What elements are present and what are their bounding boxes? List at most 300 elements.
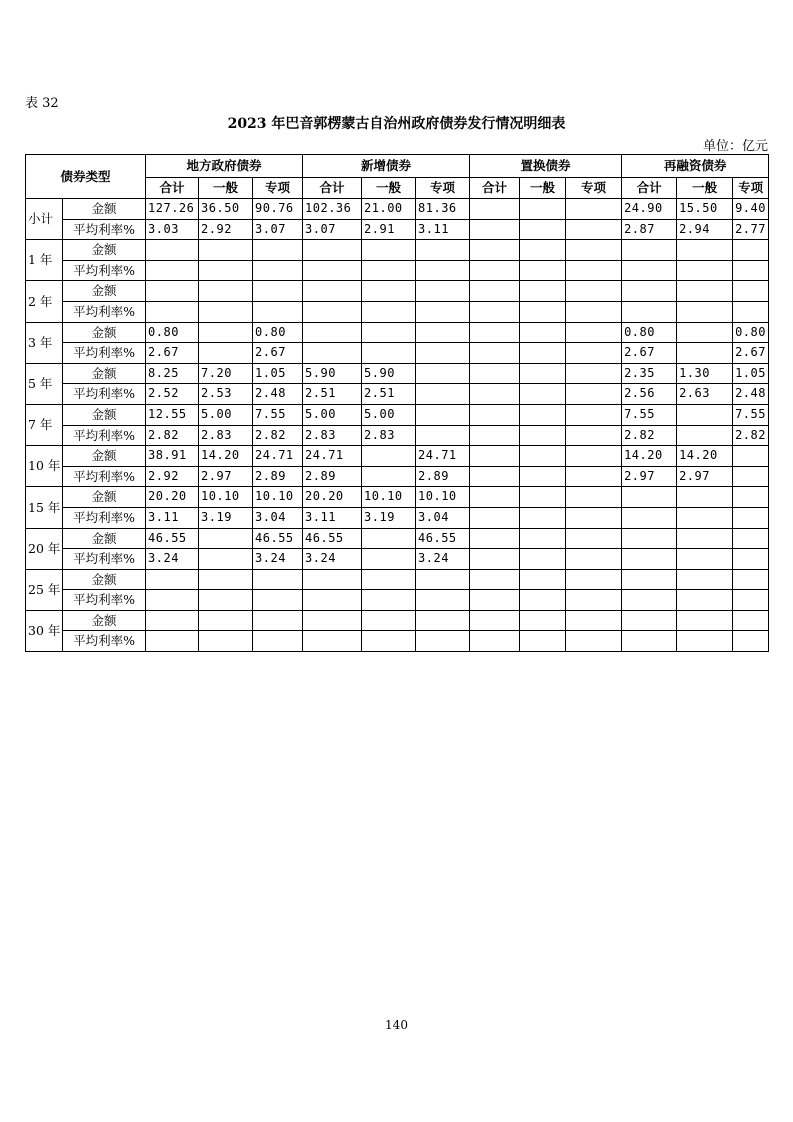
- amount-label: 金额: [63, 281, 146, 302]
- rate-cell: [416, 384, 470, 405]
- rate-cell: [733, 507, 769, 528]
- rate-cell: [520, 219, 566, 240]
- amount-label: 金额: [63, 569, 146, 590]
- rate-cell: 2.82: [733, 425, 769, 446]
- amount-cell: 2.35: [622, 363, 677, 384]
- rate-label: 平均利率%: [63, 549, 146, 570]
- table-row: [26, 446, 769, 467]
- rate-cell: [362, 631, 416, 652]
- rate-cell: 2.92: [146, 466, 199, 487]
- sub-header: 一般: [677, 178, 733, 199]
- rate-cell: [677, 260, 733, 281]
- sub-header: 合计: [303, 178, 362, 199]
- rate-cell: [470, 343, 520, 364]
- period-label: 5 年: [26, 363, 63, 404]
- amount-cell: [362, 281, 416, 302]
- page-number: 140: [385, 1018, 408, 1032]
- amount-cell: 46.55: [253, 528, 303, 549]
- amount-cell: [199, 322, 253, 343]
- rate-cell: [416, 343, 470, 364]
- amount-cell: 0.80: [253, 322, 303, 343]
- amount-cell: [416, 240, 470, 261]
- amount-cell: [733, 281, 769, 302]
- amount-cell: [253, 240, 303, 261]
- rate-cell: [253, 590, 303, 611]
- amount-cell: [303, 610, 362, 631]
- rate-cell: [199, 590, 253, 611]
- rate-cell: [520, 425, 566, 446]
- amount-cell: [362, 569, 416, 590]
- rate-label: 平均利率%: [63, 631, 146, 652]
- amount-cell: [566, 240, 622, 261]
- rate-cell: [677, 507, 733, 528]
- amount-cell: [677, 404, 733, 425]
- rate-cell: 3.19: [362, 507, 416, 528]
- amount-cell: [199, 569, 253, 590]
- amount-cell: [677, 610, 733, 631]
- period-label: 25 年: [26, 569, 63, 610]
- sub-header: 一般: [199, 178, 253, 199]
- amount-cell: [520, 281, 566, 302]
- rate-cell: [677, 343, 733, 364]
- rate-cell: [733, 466, 769, 487]
- rate-cell: 2.51: [362, 384, 416, 405]
- sub-header: 专项: [416, 178, 470, 199]
- amount-cell: [470, 281, 520, 302]
- rate-cell: 3.24: [416, 549, 470, 570]
- amount-cell: [199, 240, 253, 261]
- amount-cell: [199, 610, 253, 631]
- amount-cell: [303, 569, 362, 590]
- amount-cell: [566, 446, 622, 467]
- amount-cell: [470, 322, 520, 343]
- table-row: [26, 549, 769, 570]
- rate-cell: [566, 466, 622, 487]
- amount-cell: 20.20: [303, 487, 362, 508]
- rate-cell: [470, 466, 520, 487]
- rate-cell: [362, 343, 416, 364]
- rate-cell: [677, 425, 733, 446]
- rate-cell: [520, 260, 566, 281]
- amount-cell: [303, 281, 362, 302]
- rate-cell: [416, 301, 470, 322]
- amount-cell: 7.55: [253, 404, 303, 425]
- rate-cell: [470, 590, 520, 611]
- amount-cell: 102.36: [303, 199, 362, 220]
- amount-cell: [470, 446, 520, 467]
- table-row: [26, 404, 769, 425]
- amount-cell: [470, 199, 520, 220]
- table-row: [26, 569, 769, 590]
- rate-cell: [416, 590, 470, 611]
- rate-cell: 3.24: [303, 549, 362, 570]
- amount-cell: 38.91: [146, 446, 199, 467]
- rate-cell: 2.97: [199, 466, 253, 487]
- rate-cell: [303, 343, 362, 364]
- rate-cell: [566, 260, 622, 281]
- rate-cell: [566, 219, 622, 240]
- amount-cell: 7.20: [199, 363, 253, 384]
- rate-cell: [253, 631, 303, 652]
- amount-cell: [362, 240, 416, 261]
- table-row: [26, 301, 769, 322]
- rate-cell: [416, 260, 470, 281]
- amount-cell: [677, 528, 733, 549]
- amount-cell: [622, 610, 677, 631]
- rate-cell: [566, 590, 622, 611]
- amount-cell: [733, 487, 769, 508]
- table-row: [26, 590, 769, 611]
- amount-label: 金额: [63, 528, 146, 549]
- header-row-groups: [26, 155, 769, 178]
- amount-cell: [566, 281, 622, 302]
- rate-cell: [566, 425, 622, 446]
- group-header: 地方政府债券: [146, 155, 303, 178]
- table-number: 表 32: [25, 96, 59, 111]
- rate-cell: [677, 301, 733, 322]
- rate-cell: 2.48: [253, 384, 303, 405]
- amount-cell: 14.20: [199, 446, 253, 467]
- amount-label: 金额: [63, 199, 146, 220]
- amount-cell: [253, 281, 303, 302]
- amount-cell: [677, 281, 733, 302]
- amount-cell: 24.90: [622, 199, 677, 220]
- amount-cell: [733, 528, 769, 549]
- amount-cell: [677, 240, 733, 261]
- rate-cell: 2.53: [199, 384, 253, 405]
- rate-cell: 2.89: [253, 466, 303, 487]
- rate-label: 平均利率%: [63, 343, 146, 364]
- amount-cell: [416, 569, 470, 590]
- amount-cell: 9.40: [733, 199, 769, 220]
- rate-cell: [520, 590, 566, 611]
- amount-cell: [416, 363, 470, 384]
- rate-cell: 3.11: [416, 219, 470, 240]
- rate-cell: 2.97: [622, 466, 677, 487]
- rate-cell: [146, 260, 199, 281]
- amount-cell: 12.55: [146, 404, 199, 425]
- rate-cell: [253, 260, 303, 281]
- rate-cell: [566, 507, 622, 528]
- amount-cell: 24.71: [253, 446, 303, 467]
- rate-cell: [733, 549, 769, 570]
- amount-cell: [566, 569, 622, 590]
- table-row: [26, 322, 769, 343]
- rate-cell: 2.82: [146, 425, 199, 446]
- rate-cell: [566, 631, 622, 652]
- rate-cell: [566, 549, 622, 570]
- rate-label: 平均利率%: [63, 507, 146, 528]
- rate-cell: [677, 631, 733, 652]
- amount-cell: 10.10: [362, 487, 416, 508]
- amount-cell: 15.50: [677, 199, 733, 220]
- rate-cell: [303, 590, 362, 611]
- table-row: [26, 466, 769, 487]
- amount-cell: [520, 404, 566, 425]
- rate-cell: 2.94: [677, 219, 733, 240]
- amount-label: 金额: [63, 487, 146, 508]
- rate-cell: [470, 425, 520, 446]
- group-header: 再融资债券: [622, 155, 769, 178]
- rate-cell: 2.51: [303, 384, 362, 405]
- table-row: [26, 260, 769, 281]
- amount-cell: [622, 281, 677, 302]
- rate-cell: [622, 631, 677, 652]
- rate-cell: [199, 549, 253, 570]
- rate-cell: [622, 260, 677, 281]
- rate-cell: [733, 590, 769, 611]
- amount-cell: 14.20: [677, 446, 733, 467]
- amount-cell: 90.76: [253, 199, 303, 220]
- amount-cell: 7.55: [622, 404, 677, 425]
- amount-cell: [146, 610, 199, 631]
- sub-header: 合计: [622, 178, 677, 199]
- amount-cell: [416, 322, 470, 343]
- amount-label: 金额: [63, 322, 146, 343]
- rate-cell: 3.24: [253, 549, 303, 570]
- rate-cell: 2.89: [416, 466, 470, 487]
- rate-cell: 3.03: [146, 219, 199, 240]
- rate-cell: 2.56: [622, 384, 677, 405]
- rate-cell: [566, 301, 622, 322]
- rate-cell: 2.67: [253, 343, 303, 364]
- rate-cell: [362, 301, 416, 322]
- page-title: 2023 年巴音郭楞蒙古自治州政府债券发行情况明细表: [227, 116, 566, 132]
- amount-cell: [303, 322, 362, 343]
- rate-cell: [677, 590, 733, 611]
- period-label: 3 年: [26, 322, 63, 363]
- rate-cell: [733, 631, 769, 652]
- table-row: [26, 281, 769, 302]
- sub-header: 专项: [253, 178, 303, 199]
- period-label: 20 年: [26, 528, 63, 569]
- rate-cell: 2.63: [677, 384, 733, 405]
- rate-cell: [566, 343, 622, 364]
- amount-cell: [566, 199, 622, 220]
- rate-label: 平均利率%: [63, 590, 146, 611]
- amount-label: 金额: [63, 404, 146, 425]
- amount-cell: [416, 404, 470, 425]
- amount-label: 金额: [63, 610, 146, 631]
- rate-cell: 3.11: [303, 507, 362, 528]
- period-label: 10 年: [26, 446, 63, 487]
- amount-cell: 127.26: [146, 199, 199, 220]
- table-row: [26, 343, 769, 364]
- amount-cell: 21.00: [362, 199, 416, 220]
- rate-cell: [253, 301, 303, 322]
- rate-cell: [362, 590, 416, 611]
- rate-cell: [520, 631, 566, 652]
- table-row: [26, 240, 769, 261]
- amount-cell: [520, 240, 566, 261]
- amount-cell: 36.50: [199, 199, 253, 220]
- rate-cell: [622, 549, 677, 570]
- amount-cell: [253, 569, 303, 590]
- amount-cell: [566, 322, 622, 343]
- amount-cell: [520, 446, 566, 467]
- amount-cell: 10.10: [253, 487, 303, 508]
- sub-header: 一般: [362, 178, 416, 199]
- amount-cell: [199, 281, 253, 302]
- amount-cell: [362, 446, 416, 467]
- amount-cell: 0.80: [733, 322, 769, 343]
- rate-cell: [362, 260, 416, 281]
- amount-cell: 5.90: [303, 363, 362, 384]
- amount-cell: [677, 569, 733, 590]
- rate-cell: [199, 631, 253, 652]
- amount-cell: [520, 569, 566, 590]
- rate-cell: 3.07: [253, 219, 303, 240]
- rate-cell: 2.82: [622, 425, 677, 446]
- amount-cell: [362, 610, 416, 631]
- period-label: 30 年: [26, 610, 63, 651]
- amount-cell: [362, 528, 416, 549]
- amount-cell: [520, 363, 566, 384]
- rate-cell: 2.89: [303, 466, 362, 487]
- rate-cell: [677, 549, 733, 570]
- rate-cell: [566, 384, 622, 405]
- rate-cell: [520, 507, 566, 528]
- rate-cell: 2.92: [199, 219, 253, 240]
- table-row: [26, 487, 769, 508]
- rate-cell: [470, 260, 520, 281]
- sub-header: 合计: [470, 178, 520, 199]
- rate-cell: [199, 260, 253, 281]
- rate-cell: [520, 301, 566, 322]
- rate-cell: [416, 631, 470, 652]
- amount-cell: [146, 569, 199, 590]
- rate-cell: [520, 466, 566, 487]
- amount-cell: [416, 610, 470, 631]
- table-body: [26, 199, 769, 652]
- amount-cell: [520, 322, 566, 343]
- amount-cell: 10.10: [416, 487, 470, 508]
- rate-cell: 2.83: [199, 425, 253, 446]
- amount-cell: [470, 363, 520, 384]
- rate-cell: 3.07: [303, 219, 362, 240]
- rate-cell: 3.19: [199, 507, 253, 528]
- amount-cell: [470, 569, 520, 590]
- rate-cell: [520, 384, 566, 405]
- amount-cell: 1.05: [733, 363, 769, 384]
- amount-cell: [622, 528, 677, 549]
- amount-cell: 10.10: [199, 487, 253, 508]
- rate-cell: 3.04: [253, 507, 303, 528]
- rate-label: 平均利率%: [63, 425, 146, 446]
- amount-cell: [146, 281, 199, 302]
- amount-cell: [566, 528, 622, 549]
- amount-cell: 0.80: [146, 322, 199, 343]
- rate-cell: [199, 301, 253, 322]
- rate-cell: [520, 549, 566, 570]
- table-row: [26, 199, 769, 220]
- amount-cell: [520, 199, 566, 220]
- amount-cell: 1.30: [677, 363, 733, 384]
- amount-cell: 8.25: [146, 363, 199, 384]
- rate-label: 平均利率%: [63, 384, 146, 405]
- amount-label: 金额: [63, 240, 146, 261]
- amount-cell: [520, 528, 566, 549]
- rate-cell: [146, 631, 199, 652]
- rate-cell: 2.67: [733, 343, 769, 364]
- rate-cell: [470, 549, 520, 570]
- rate-cell: [199, 343, 253, 364]
- amount-cell: [566, 610, 622, 631]
- rate-cell: [733, 301, 769, 322]
- period-label: 小计: [26, 199, 63, 240]
- amount-cell: 5.00: [199, 404, 253, 425]
- amount-cell: [470, 610, 520, 631]
- amount-cell: 5.00: [303, 404, 362, 425]
- amount-label: 金额: [63, 363, 146, 384]
- rate-cell: 2.48: [733, 384, 769, 405]
- rate-cell: [470, 631, 520, 652]
- bond-issuance-table: [25, 154, 769, 652]
- table-row: [26, 528, 769, 549]
- rate-cell: 2.83: [362, 425, 416, 446]
- amount-cell: [733, 569, 769, 590]
- rate-cell: [733, 260, 769, 281]
- rate-cell: [622, 301, 677, 322]
- rate-cell: 3.11: [146, 507, 199, 528]
- amount-cell: [733, 446, 769, 467]
- group-header: 新增债券: [303, 155, 470, 178]
- amount-cell: 7.55: [733, 404, 769, 425]
- table-row: [26, 610, 769, 631]
- amount-cell: [253, 610, 303, 631]
- rate-cell: [520, 343, 566, 364]
- corner-header: 债券类型: [26, 155, 146, 199]
- amount-cell: [733, 240, 769, 261]
- sub-header: 一般: [520, 178, 566, 199]
- amount-cell: [520, 610, 566, 631]
- amount-cell: [677, 322, 733, 343]
- rate-cell: 2.52: [146, 384, 199, 405]
- rate-cell: 2.97: [677, 466, 733, 487]
- group-header: 置换债券: [470, 155, 622, 178]
- unit-label: 单位：亿元: [702, 139, 768, 154]
- rate-cell: 3.04: [416, 507, 470, 528]
- rate-cell: [146, 301, 199, 322]
- rate-cell: 2.83: [303, 425, 362, 446]
- sub-header: 专项: [566, 178, 622, 199]
- amount-cell: [622, 240, 677, 261]
- amount-cell: 24.71: [416, 446, 470, 467]
- table-row: [26, 363, 769, 384]
- rate-cell: [146, 590, 199, 611]
- table-row: [26, 631, 769, 652]
- amount-cell: [566, 487, 622, 508]
- amount-cell: [566, 363, 622, 384]
- rate-cell: [470, 507, 520, 528]
- amount-cell: 1.05: [253, 363, 303, 384]
- rate-cell: [416, 425, 470, 446]
- period-label: 2 年: [26, 281, 63, 322]
- rate-cell: 2.67: [622, 343, 677, 364]
- amount-cell: [199, 528, 253, 549]
- amount-label: 金额: [63, 446, 146, 467]
- table-row: [26, 425, 769, 446]
- amount-cell: 20.20: [146, 487, 199, 508]
- amount-cell: 0.80: [622, 322, 677, 343]
- rate-cell: 2.67: [146, 343, 199, 364]
- period-label: 15 年: [26, 487, 63, 528]
- amount-cell: [520, 487, 566, 508]
- rate-cell: 2.87: [622, 219, 677, 240]
- rate-cell: [303, 301, 362, 322]
- rate-cell: [470, 384, 520, 405]
- period-label: 7 年: [26, 404, 63, 445]
